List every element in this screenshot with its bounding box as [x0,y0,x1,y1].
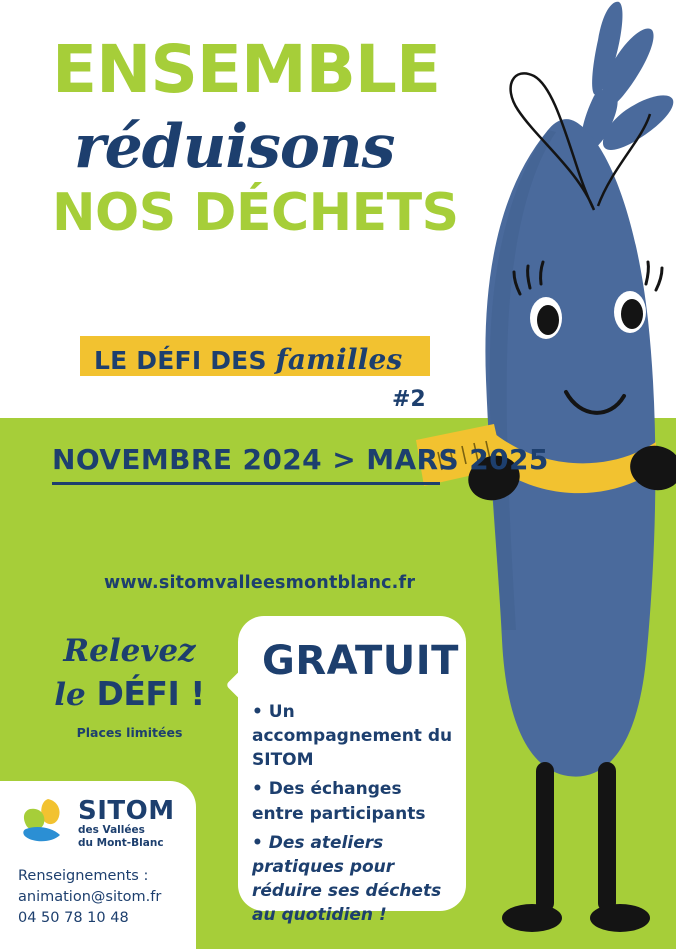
edition-number: #2 [392,387,426,412]
sitom-logo-sub1: des Vallées [78,824,145,837]
contact-label: Renseignements : [18,868,149,884]
defi-badge-prefix: LE DÉFI DES [94,346,276,375]
contact-block [18,866,161,929]
gratuit-title: GRATUIT [262,638,459,684]
challenge-line-2-big: DÉFI ! [96,674,205,713]
list-item: • Un accompagnement du SITOM [252,702,453,771]
sitom-logo-name: SITOM [78,796,175,827]
dates-underline [52,482,440,485]
defi-badge-cursive: familles [275,343,403,376]
sitom-logo-icon [18,795,70,852]
challenge-line-2 [42,674,217,713]
headline-line-3: NOS DÉCHETS [52,183,459,244]
list-item: • Des ateliers pratiques pour réduire ses déchets au quotidien ! [252,832,442,925]
contact-email[interactable]: animation@sitom.fr [18,889,162,906]
sitom-logo-text [78,798,175,848]
gratuit-bullet-list [252,700,456,932]
limited-places-note: Places limitées [76,725,183,740]
contact-phone[interactable]: 04 50 78 10 48 [18,910,129,927]
headline-line-1: ENSEMBLE [52,31,441,108]
dates-range: NOVEMBRE 2024 > MARS 2025 [52,443,549,476]
challenge-block [42,633,217,740]
sitom-logo [18,795,175,852]
list-item: • Des échanges entre participants [252,779,426,824]
challenge-line-1: Relevez [63,633,196,669]
website-url[interactable]: www.sitomvalleesmontblanc.fr [104,573,416,593]
headline-block [52,31,472,244]
sitom-logo-sub2: du Mont-Blanc [78,836,164,849]
challenge-line-2-small: le [54,677,97,713]
headline-line-2: réduisons [74,112,395,183]
defi-badge-text [94,343,402,376]
